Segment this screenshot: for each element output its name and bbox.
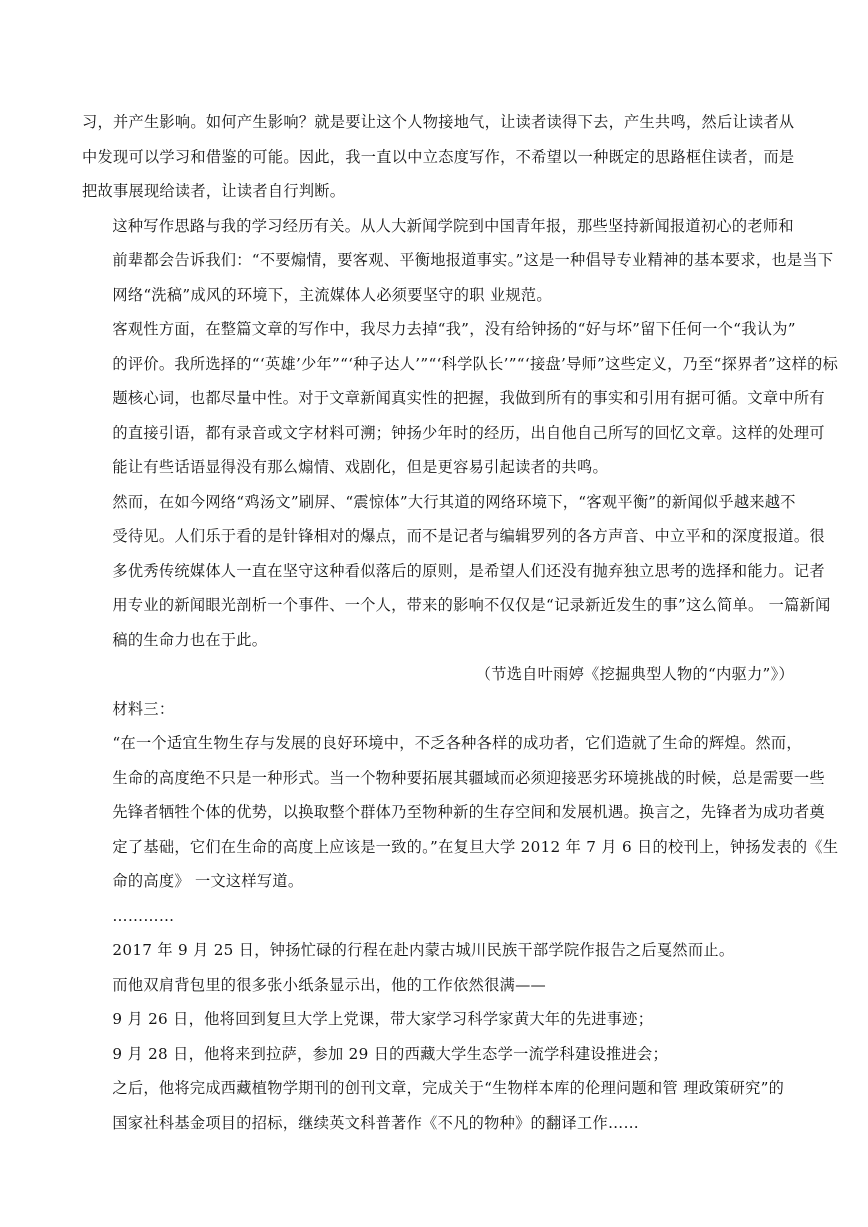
text-line: 然而，在如今网络“鸡汤文”刷屏、“震惊体”大行其道的网络环境下，“客观平衡”的新闻似乎越来越不 bbox=[112, 492, 796, 511]
text-line: 多优秀传统媒体人一直在坚守这种看似落后的原则，是希望人们还没有抛弃独立思考的选择和能力。记者 bbox=[112, 561, 825, 580]
paragraph-writing-approach bbox=[82, 209, 834, 313]
text-line: 9 月 28 日，他将来到拉萨，参加 29 日的西藏大学生态学一流学科建设推进会； bbox=[112, 1044, 668, 1063]
document-body bbox=[82, 105, 839, 1140]
paragraph-afterwards bbox=[82, 1071, 794, 1140]
material-heading bbox=[82, 692, 794, 727]
text-line: 把故事展现给读者，让读者自行判断。 bbox=[82, 182, 346, 200]
text-line: 定了基础，它们在生命的高度上应该是一致的。”在复旦大学 2012 年 7 月 6 日的校刊上，钟扬发表的《生 bbox=[112, 837, 839, 856]
paragraph-backpack-notes bbox=[82, 968, 794, 1003]
text-line: 2017 年 9 月 25 日，钟扬忙碌的行程在赴内蒙古城川民族干部学院作报告之后戛然而止。 bbox=[112, 941, 735, 959]
text-line: 用专业的新闻眼光剖析一个事件、一个人，带来的影响不仅仅是“记录新近发生的事”这么简单。 一篇新闻 bbox=[112, 596, 831, 614]
text-line: 习，并产生影响。如何产生影响？就是要让这个人物接地气，让读者读得下去，产生共鸣，然后让读者从 bbox=[82, 113, 795, 131]
text-line: 国家社科基金项目的招标，继续英文科普著作《不凡的物种》的翻译工作…… bbox=[112, 1113, 639, 1132]
paragraph-however bbox=[82, 485, 831, 658]
source-citation bbox=[82, 657, 794, 692]
text-line: ………… bbox=[112, 906, 175, 925]
paragraph-sept-26 bbox=[82, 1002, 794, 1037]
text-line: 题核心词，也都尽量中性。对于文章新闻真实性的把握，我做到所有的事实和引用有据可循。文章中所有 bbox=[112, 389, 825, 407]
text-line: （节选自叶雨婷《挖掘典型人物的“内驱力”》） bbox=[475, 665, 794, 683]
text-line: 9 月 26 日，他将回到复旦大学上党课，带大家学习科学家黄大年的先进事迹； bbox=[112, 1010, 654, 1028]
paragraph-date-event bbox=[82, 933, 794, 968]
text-line: 能让有些话语显得没有那么煽情、戏剧化，但是更容易引起读者的共鸣。 bbox=[112, 458, 608, 476]
paragraph-height-of-life bbox=[82, 726, 839, 899]
text-line: 网络“洗稿”成风的环境下，主流媒体人必须要坚守的职 业规范。 bbox=[112, 285, 552, 304]
text-line: 材料三： bbox=[112, 699, 175, 718]
text-line: 之后，他将完成西藏植物学期刊的创刊文章，完成关于“生物样本库的伦理问题和管 理政策研究”的 bbox=[112, 1079, 785, 1097]
ellipsis-line bbox=[82, 899, 794, 934]
text-line: 受待见。人们乐于看的是针锋相对的爆点，而不是记者与编辑罗列的各方声音、中立平和的深度报道。很 bbox=[112, 527, 825, 545]
paragraph-objectivity bbox=[82, 312, 839, 485]
text-line: 而他双肩背包里的很多张小纸条显示出，他的工作依然很满—— bbox=[112, 975, 547, 994]
paragraph-sept-28 bbox=[82, 1037, 794, 1072]
text-line: 稿的生命力也在于此。 bbox=[112, 630, 268, 649]
text-line: 中发现可以学习和借鉴的可能。因此，我一直以中立态度写作，不希望以一种既定的思路框住读者，而是 bbox=[82, 147, 795, 166]
text-line: 先锋者牺牲个体的优势，以换取整个群体乃至物种新的生存空间和发展机遇。换言之，先锋者为成功者奠 bbox=[112, 803, 825, 821]
paragraph-continuation bbox=[82, 105, 794, 209]
text-line: 的直接引语，都有录音或文字材料可溯；钟扬少年时的经历，出自他自己所写的回忆文章。这样的处理可 bbox=[112, 423, 825, 442]
text-line: “在一个适宜生物生存与发展的良好环境中，不乏各种各样的成功者，它们造就了生命的辉煌。然而， bbox=[112, 734, 802, 752]
text-line: 客观性方面，在整篇文章的写作中，我尽力去掉“我”，没有给钟扬的“好与坏”留下任何一个“我认为” bbox=[112, 320, 796, 338]
text-line: 命的高度》 一文这样写道。 bbox=[112, 872, 304, 890]
text-line: 生命的高度绝不只是一种形式。当一个物种要拓展其疆域而必须迎接恶劣环境挑战的时候，总是需要一些 bbox=[112, 768, 825, 787]
text-line: 前辈都会告诉我们：“不要煽情，要客观、平衡地报道事实。”这是一种倡导专业精神的基本要求，也是当下 bbox=[112, 251, 834, 269]
text-line: 这种写作思路与我的学习经历有关。从人大新闻学院到中国青年报，那些坚持新闻报道初心的老师和 bbox=[112, 216, 794, 235]
text-line: 的评价。我所选择的“‘英雄’少年”“‘种子达人’”“‘科学队长’”“‘接盘’导师”这些定义，乃至“探界者”这样的标 bbox=[112, 354, 839, 373]
